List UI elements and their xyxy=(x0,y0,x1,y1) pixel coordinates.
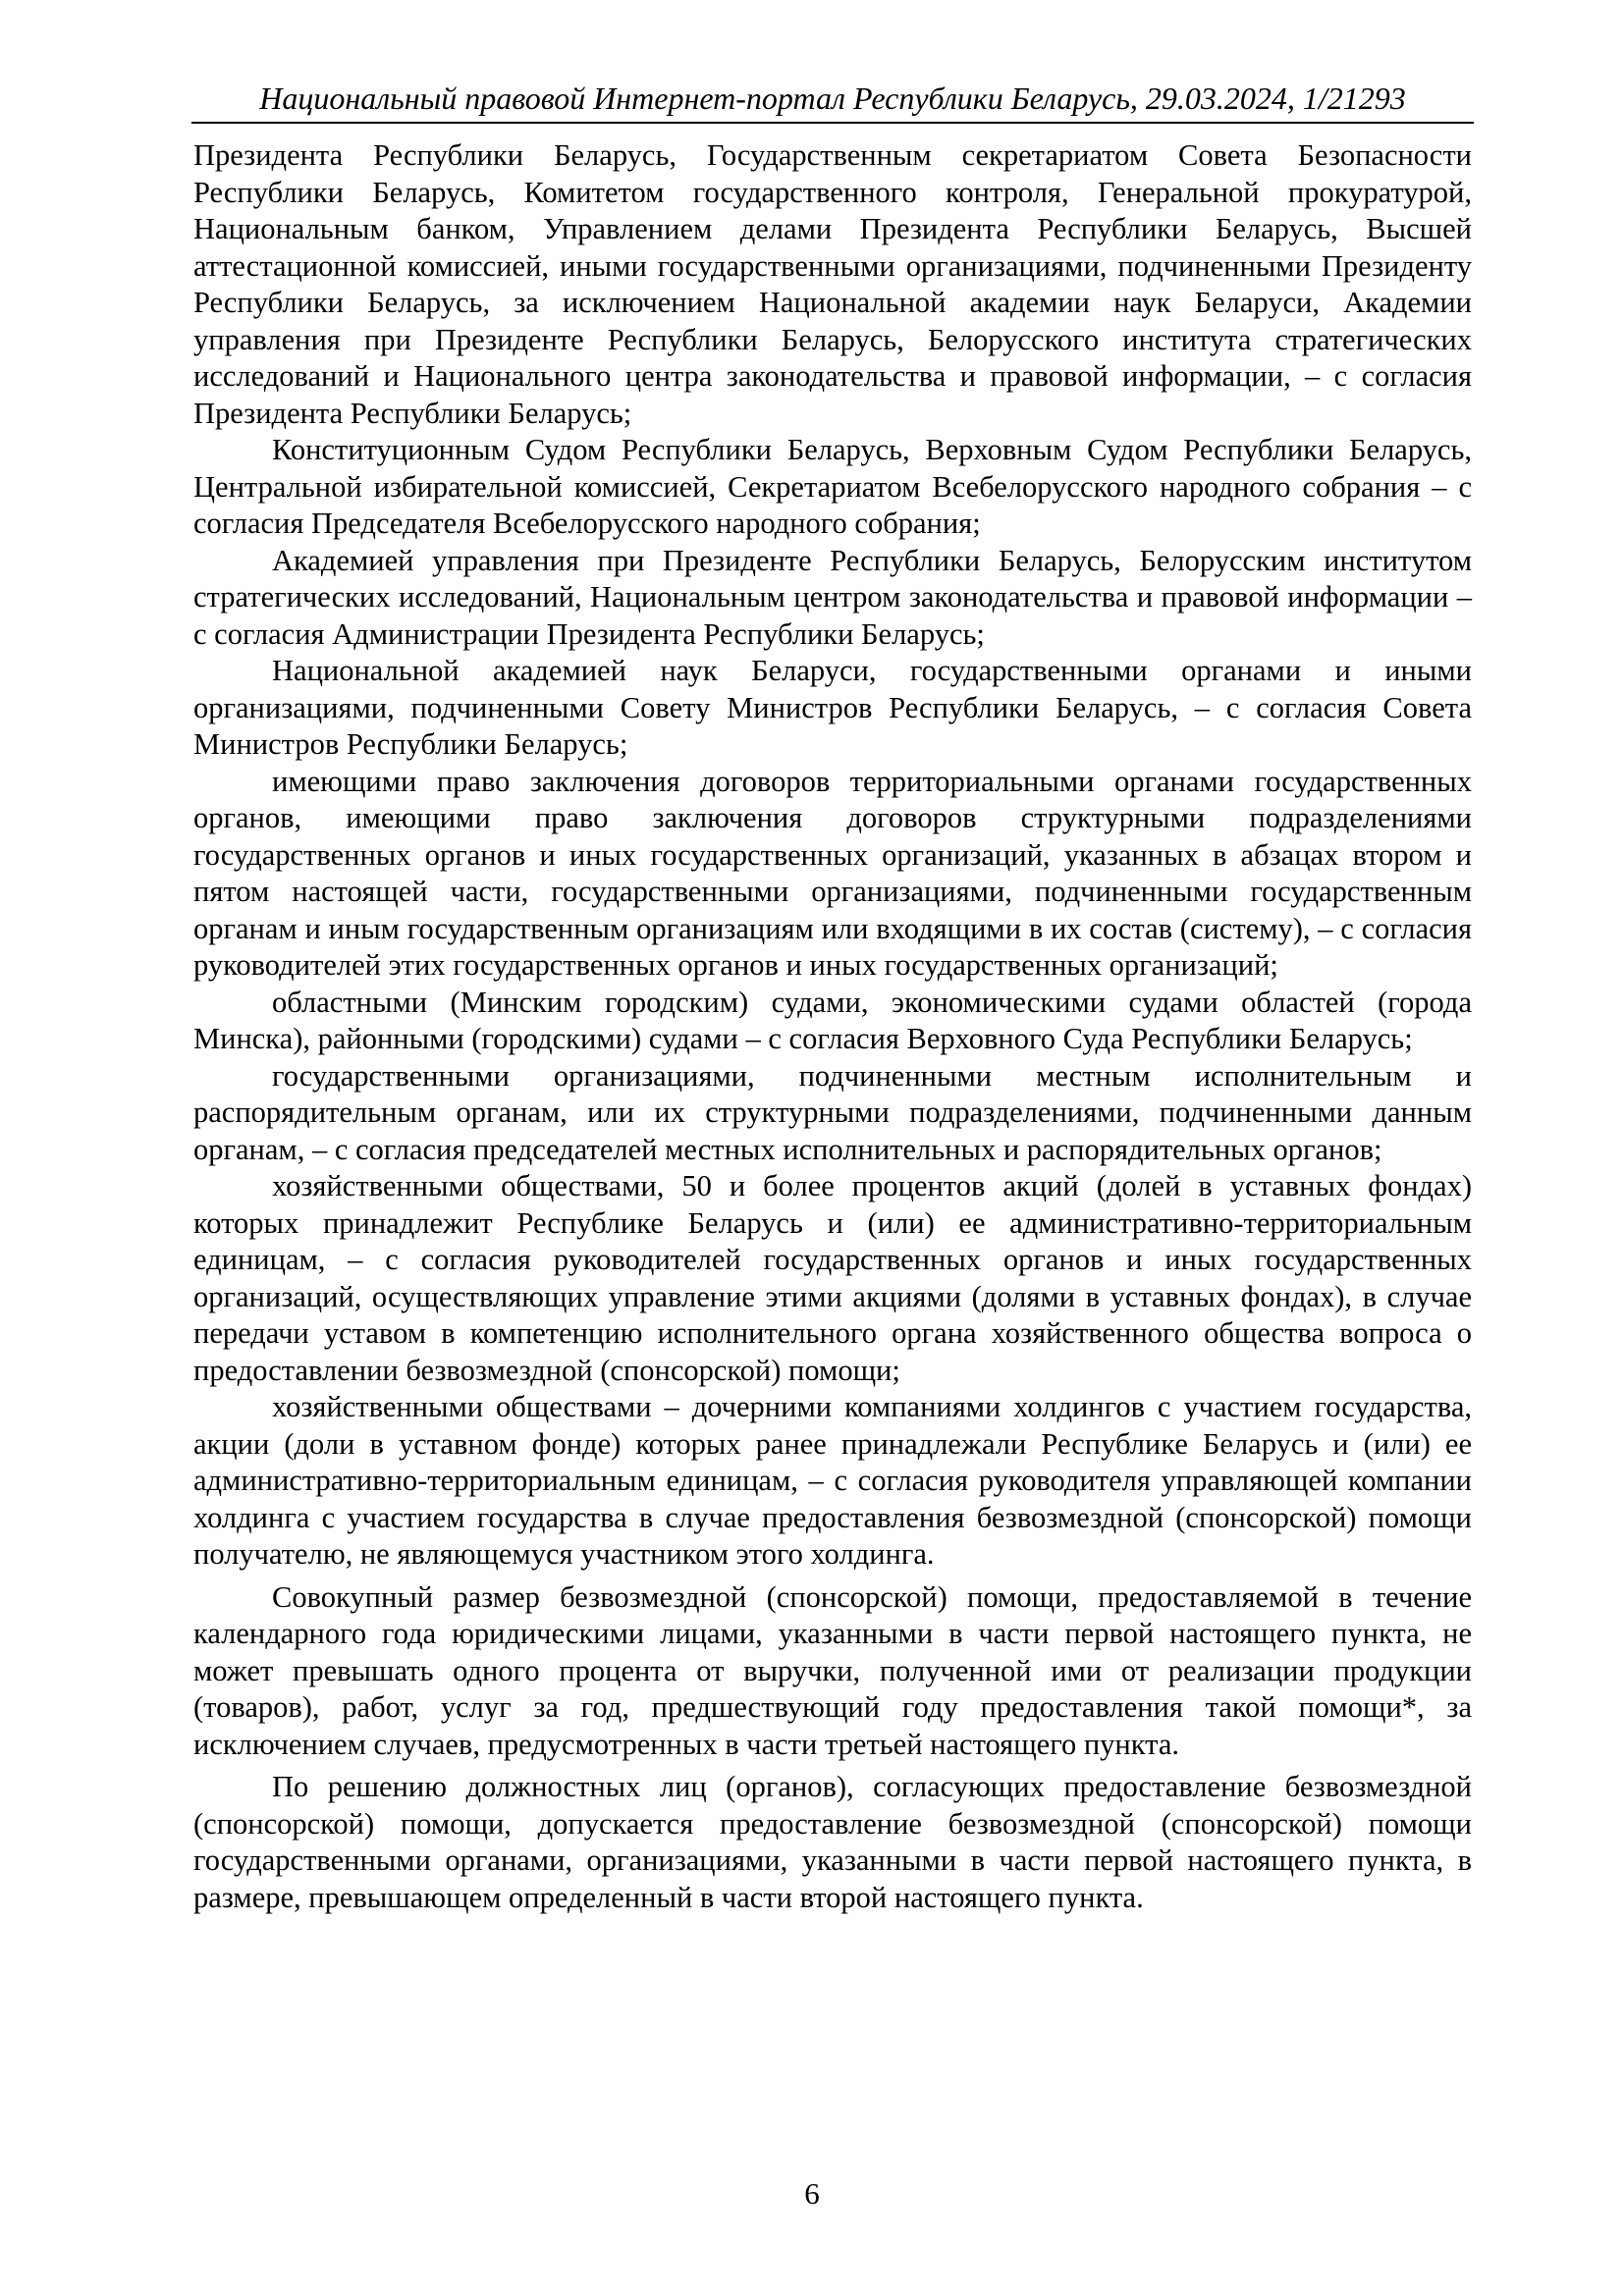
paragraph-4: Национальной академией наук Беларуси, государственными органами и иными организациями, подчиненными Совету Министров Республики Беларусь, – с согласия Совета Министров Республики Беларусь; xyxy=(193,654,1472,761)
paragraph-7: государственными организациями, подчиненными местным исполнительным и распорядительным органам, или их структурными подразделениями, подчиненными данным органам, – с согласия председателей местных исполнительных и распорядительных органов; xyxy=(193,1058,1472,1166)
paragraph-6: областными (Минским городским) судами, экономическими судами областей (города Минска), районными (городскими) судами – с согласия Верховного Суда Республики Беларусь; xyxy=(193,985,1472,1055)
paragraph-5: имеющими право заключения договоров территориальными органами государственных органов, имеющими право заключения договоров структурными подразделениями государственных органов и иных государственных организаций, указанных в абзацах втором и пятом настоящей части, государственными организациями, подчиненными государственным органам и иным государственным организациям или входящими в их состав (систему), – с согласия руководителей этих государственных органов и иных государственных организаций; xyxy=(193,764,1472,982)
page-header: Национальный правовой Интернет-портал Республики Беларусь, 29.03.2024, 1/21293 xyxy=(259,80,1406,116)
paragraph-1: Президента Республики Беларусь, Государственным секретариатом Совета Безопасности Республики Беларусь, Комитетом государственного контроля, Генеральной прокуратурой, Национальным банком, Управлением делами Президента Республики Беларусь, Высшей аттестационной комиссией, иными государственными организациями, подчиненными Президенту Республики Беларусь, за исключением Национальной академии наук Беларуси, Академии управления при Президенте Республики Беларусь, Белорусского института стратегических исследований и Национального центра законодательства и правовой информации, – с согласия Президента Республики Беларусь; xyxy=(193,138,1472,430)
document-body xyxy=(193,137,1472,1916)
paragraph-9: хозяйственными обществами – дочерними компаниями холдингов с участием государства, акции (доли в уставном фонде) которых ранее принадлежали Республике Беларусь и (или) ее административно-территориальным единицам, – с согласия руководителя управляющей компании холдинга с участием государства в случае предоставления безвозмездной (спонсорской) помощи получателю, не являющемуся участником этого холдинга. xyxy=(193,1390,1472,1571)
paragraph-10: Совокупный размер безвозмездной (спонсорской) помощи, предоставляемой в течение календарного года юридическими лицами, указанными в части первой настоящего пункта, не может превышать одного процента от выручки, полученной ими от реализации продукции (товаров), работ, услуг за год, предшествующий году предоставления такой помощи*, за исключением случаев, предусмотренных в части третьей настоящего пункта. xyxy=(193,1579,1472,1761)
paragraph-3: Академией управления при Президенте Республики Беларусь, Белорусским институтом стратегических исследований, Национальным центром законодательства и правовой информации – с согласия Администрации Президента Республики Беларусь; xyxy=(193,543,1472,651)
paragraph-2: Конституционным Судом Республики Беларусь, Верховным Судом Республики Беларусь, Центральной избирательной комиссией, Секретариатом Всебелорусского народного собрания – с согласия Председателя Всебелорусского народного собрания; xyxy=(193,433,1472,540)
paragraph-8: хозяйственными обществами, 50 и более процентов акций (долей в уставных фондах) которых принадлежит Республике Беларусь и (или) ее административно-территориальным единицам, – с согласия руководителей государственных органов и иных государственных организаций, осуществляющих управление этими акциями (долями в уставных фондах), в случае передачи уставом в компетенцию исполнительного органа хозяйственного общества вопроса о предоставлении безвозмездной (спонсорской) помощи; xyxy=(193,1169,1472,1387)
header-divider xyxy=(191,122,1474,124)
page-number: 6 xyxy=(804,2176,820,2211)
paragraph-11: По решению должностных лиц (органов), согласующих предоставление безвозмездной (спонсорской) помощи, допускается предоставление безвозмездной (спонсорской) помощи государственными органами, организациями, указанными в части первой настоящего пункта, в размере, превышающем определенный в части второй настоящего пункта. xyxy=(193,1770,1472,1914)
